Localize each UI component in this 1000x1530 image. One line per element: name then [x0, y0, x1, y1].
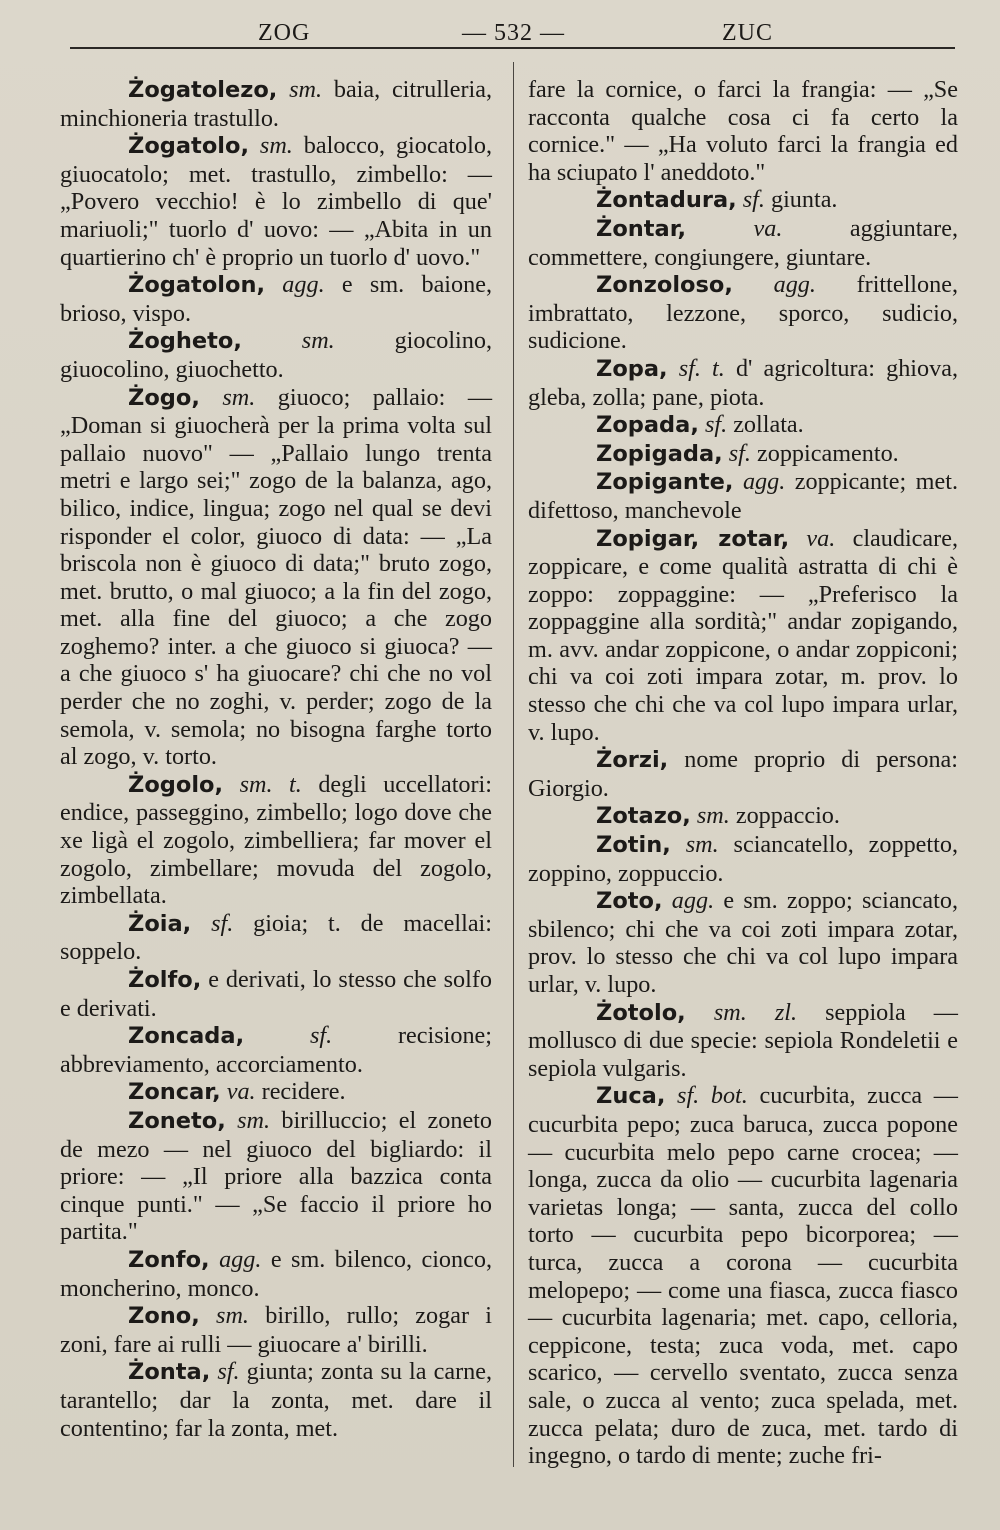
headword: Zoto, — [596, 888, 663, 915]
dictionary-entry — [528, 999, 958, 1083]
definition-text: birilluccio; el zoneto de mezo — nel giuoco del bigliardo: il priore: — „Il priore alla bazzica conta cinque punti." — „Se faccio il priore ho partita." — [60, 1106, 492, 1246]
dictionary-entry — [60, 1246, 492, 1302]
column-divider — [513, 62, 514, 1467]
dictionary-entry — [60, 1107, 492, 1246]
dictionary-entry — [60, 327, 492, 383]
definition-text: zoppicamento. — [750, 439, 899, 467]
headword: Żolfo, — [128, 967, 202, 993]
header-left-guideword: ZOG — [258, 20, 311, 46]
dictionary-entry — [60, 1022, 492, 1078]
headword: Zoneto, — [128, 1107, 226, 1134]
definition-text: birillo, rullo; zogar i zoni, fare ai rulli — giuocare a' birilli. — [60, 1302, 492, 1358]
dictionary-entry — [528, 746, 958, 802]
grammar-label: sm. — [259, 132, 293, 160]
definition-text: frittellone, imbrattato, lezzone, sporco, sudicio, sudicione. — [528, 271, 959, 355]
dictionary-entry — [528, 355, 958, 411]
page-header — [0, 18, 1000, 58]
headword: Zopa, — [596, 355, 668, 382]
entry-continuation: fare la cornice, o farci la frangia: — „Se racconta qualche cosa ci fa certo la cornice." — „Ha voluto farci la frangia ed ha sciupato l' aneddoto." — [528, 76, 958, 186]
definition-text: degli uccellatori: endice, passeggino, zimbello; logo dove che xe ligà el zogolo, zimbelliera; far mover el zogolo, zimbellare; movuda del zogolo, zimbellata. — [60, 770, 492, 910]
headword: Zono, — [128, 1303, 200, 1330]
dictionary-entry — [528, 802, 958, 831]
grammar-label: sf. — [728, 439, 751, 467]
headword: Zopada, — [596, 412, 699, 439]
grammar-label: va. — [226, 1078, 256, 1106]
definition-text: giuoco; pallaio: — „Doman si giuocherà per la prima volta sul pallaio nuovo" — „Pallaio lungo trenta metri e largo sei;" zogo de la balanza, ago, bilico, indice, lingua; zogo nel qual se devi risponder el color, giuoco di data: — „La briscola non è giuoco di data;" bruto zogo, met. brutto, o mal giuoco; a la fin del zogo, met. alla fine del giuoco; a che zogo zoghemo? inter. a che giuoco si giuoca? — a che giuoco s' ha giuocare? chi che no vol perder che no zoghi, v. perder; zogo de la semola, v. semola; no bisogna farghe torto al zogo, v. torto. — [60, 383, 493, 771]
headword: Zopigante, — [596, 469, 734, 496]
headword: Żontadura, — [596, 187, 737, 214]
definition-text: e derivati, lo stesso che solfo e derivati. — [60, 966, 492, 1022]
headword: Zonzoloso, — [596, 272, 733, 299]
headword: Żogatolo, — [128, 133, 249, 160]
headword: Zopigar, zotar, — [596, 525, 790, 552]
grammar-label: agg. — [219, 1245, 262, 1273]
definition-text: giunta; zonta su la carne, tarantello; dar la zonta, met. dare il contentino; far la zonta, met. — [60, 1358, 493, 1442]
grammar-label: sf. bot. — [677, 1082, 748, 1110]
headword: Żogheto, — [128, 328, 242, 355]
definition-text: e sm. zoppo; sciancato, sbilenco; chi che va coi zoti impara zotar, prov. lo stesso che chi va col lupo impara urlar, v. lupo. — [528, 887, 958, 998]
definition-text: giunta. — [764, 186, 838, 214]
definition-text: seppiola — mollusco di due specie: sepiola Rondeletii e sepiola vulgaris. — [528, 998, 958, 1082]
dictionary-entry — [528, 1082, 958, 1469]
grammar-label: sm. — [222, 383, 256, 411]
grammar-label: sm. — [237, 1106, 271, 1134]
definition-text: giocolino, giuocolino, giuochetto. — [60, 327, 492, 383]
definition-text: recisione; abbreviamento, accorciamento. — [60, 1022, 492, 1078]
dictionary-entry — [528, 831, 958, 887]
grammar-label: sf. — [211, 909, 234, 937]
grammar-label: sf. — [309, 1022, 333, 1050]
grammar-label: sf. — [742, 186, 765, 214]
definition-text: claudicare, zoppicare, e come qualità astratta di chi è zoppo: zoppaggine: — „Preferisco la zoppaggine alla sordità;" andar zopigando, m. avv. andar zoppicone, o andar zoppiconi; chi va coi zoti impara zotar, m. prov. lo stesso che chi che va col lupo impara urlar, v. lupo. — [528, 524, 958, 746]
dictionary-entry — [60, 1358, 492, 1442]
dictionary-entry — [528, 887, 958, 998]
definition-text: e sm. baione, brioso, vispo. — [60, 271, 492, 327]
headword: Zoncada, — [128, 1023, 245, 1050]
header-right-guideword: ZUC — [722, 20, 773, 46]
definition-text: zoppicante; met. difettoso, manchevole — [528, 468, 958, 524]
definition-text: zoppaccio. — [729, 802, 840, 830]
grammar-label: sm. zl. — [713, 998, 798, 1026]
grammar-label: sm. — [685, 831, 719, 859]
definition-text: cucurbita, zucca — cucurbita pepo; zuca baruca, zucca popone — cucurbita melo pepo carne crocea; — longa, zucca da olio — cucurbita lagenaria varietas longa; — santa, zucca del collo torto — cucurbita pepo bicorporea; — turca, zucca a corona — cucurbita melopepo; — come una fiasca, zucca fiasco — cucurbita lagenaria; met. capo, celloria, ceppicone, testa; zuca voda, met. capo scarico, — cervello sventato, zucca senza sale, o zucca al vento; zuca spelada, met. zucca pelata; duro de zuca, met. tardo di ingegno, o tardo di mente; zuche fri- — [528, 1082, 958, 1470]
definition-text: d' agricoltura: ghiova, gleba, zolla; pane, piota. — [528, 354, 958, 411]
definition-text: sciancatello, zoppetto, zoppino, zoppuccio. — [528, 831, 958, 887]
definition-text: nome proprio di persona: Giorgio. — [528, 746, 958, 802]
definition-text: e sm. bilenco, cionco, moncherino, monco. — [60, 1245, 492, 1302]
grammar-label: sm. t. — [239, 770, 302, 798]
grammar-label: sf. — [217, 1358, 240, 1386]
definition-text: balocco, giocatolo, giuocatolo; met. trastullo, zimbello: — „Povero vecchio! è lo zimbello di que' mariuoli;" tuorlo d' uovo: — „Abita in un quartierino ch' è proprio un tuorlo d' uovo." — [60, 132, 493, 271]
headword: Żogo, — [128, 384, 200, 411]
definition-text: baia, citrulleria, minchioneria trastullo. — [60, 76, 493, 132]
headword: Zotazo, — [596, 803, 691, 830]
headword: Żogolo, — [128, 771, 224, 798]
definition-text: aggiuntare, commettere, congiungere, giuntare. — [528, 214, 958, 271]
grammar-label: sm. — [216, 1302, 249, 1330]
dictionary-entry — [528, 186, 958, 215]
dictionary-entry — [60, 1078, 492, 1107]
dictionary-entry — [528, 440, 958, 469]
grammar-label: sm. — [301, 327, 335, 355]
headword: Żogatolon, — [128, 272, 266, 299]
grammar-label: sm. — [696, 802, 730, 830]
grammar-label: agg. — [742, 468, 786, 496]
grammar-label: va. — [753, 214, 783, 242]
definition-text: zollata. — [727, 411, 804, 439]
dictionary-entry — [528, 411, 958, 440]
definition-text: recidere. — [255, 1078, 346, 1106]
dictionary-entry — [528, 468, 958, 524]
headword: Żoia, — [128, 910, 192, 937]
headword: Zonfo, — [128, 1246, 210, 1273]
grammar-label: sf. — [704, 411, 728, 439]
dictionary-entry — [60, 384, 492, 771]
dictionary-entry — [60, 1302, 492, 1358]
headword: Żontar, — [596, 215, 687, 242]
grammar-label: sf. t. — [678, 354, 725, 382]
definition-text: gioia; t. de macellai: soppelo. — [60, 909, 492, 966]
grammar-label: agg. — [671, 887, 715, 915]
header-rule — [70, 47, 955, 49]
headword: Żonta, — [128, 1359, 211, 1386]
headword: Żorzi, — [596, 747, 669, 774]
dictionary-entry — [60, 132, 492, 271]
grammar-label: agg. — [282, 271, 325, 299]
dictionary-entry — [528, 215, 958, 271]
dictionary-entry — [60, 271, 492, 327]
headword: Zotin, — [596, 832, 671, 859]
dictionary-entry — [60, 966, 492, 1022]
headword: Zopigada, — [596, 440, 723, 467]
dictionary-entry — [528, 271, 958, 355]
grammar-label: agg. — [773, 271, 816, 299]
left-column — [60, 76, 492, 1442]
page-number: — 532 — — [462, 20, 565, 46]
headword: Żotolo, — [596, 999, 686, 1026]
dictionary-entry — [60, 910, 492, 966]
grammar-label: va. — [806, 524, 836, 552]
dictionary-entry — [60, 76, 492, 132]
dictionary-entry — [60, 771, 492, 910]
dictionary-entry — [528, 525, 958, 747]
grammar-label: sm. — [289, 76, 323, 103]
right-column — [528, 76, 958, 1470]
headword: Zoncar, — [128, 1079, 221, 1106]
headword: Zuca, — [596, 1083, 666, 1110]
headword: Żogatolezo, — [128, 77, 278, 103]
